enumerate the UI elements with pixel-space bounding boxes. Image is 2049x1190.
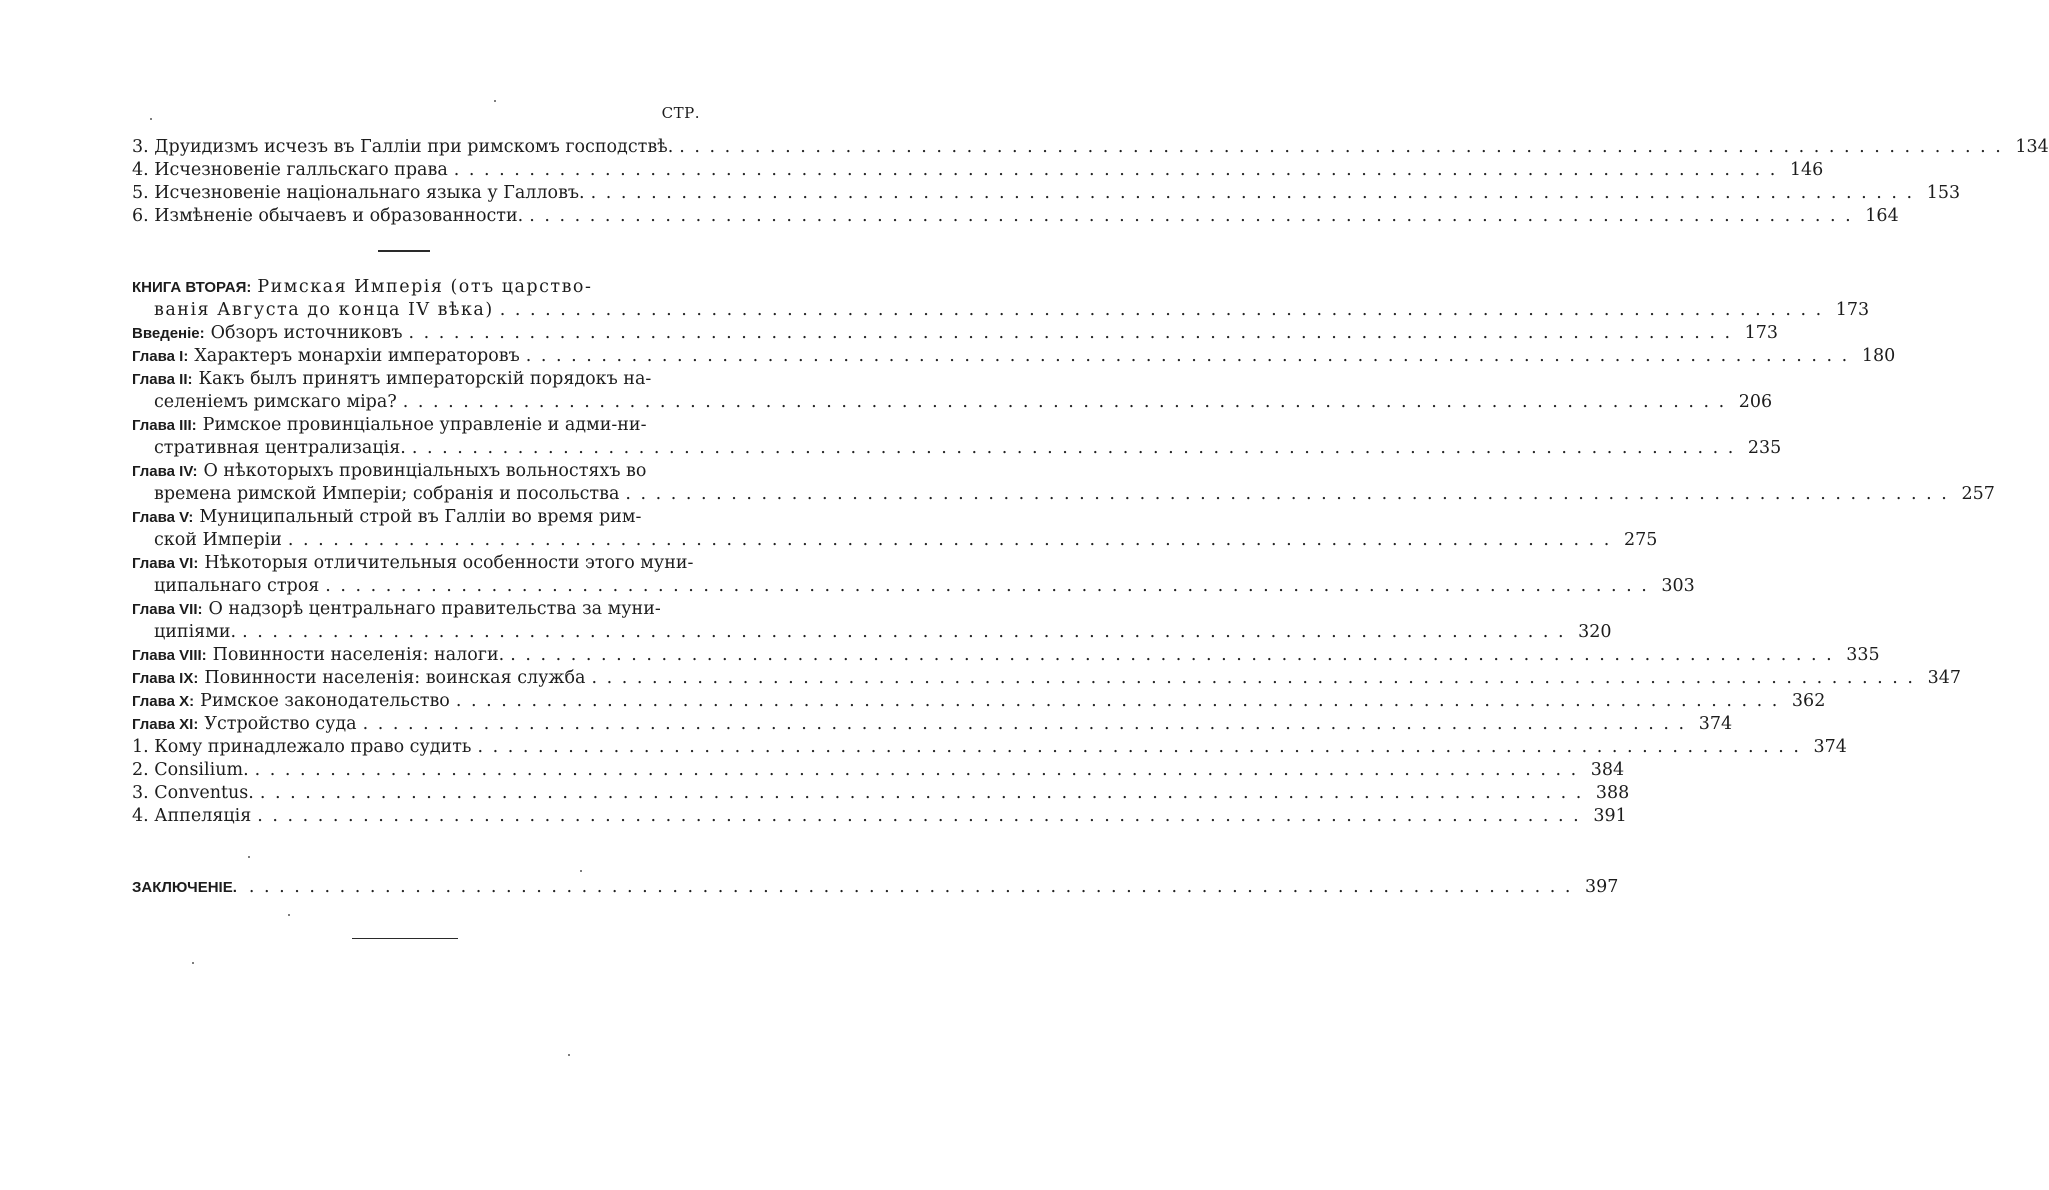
toc-page-number: 388 bbox=[1595, 783, 1630, 803]
chapter-label: Глава VIII: bbox=[132, 647, 207, 664]
toc-entry[interactable] bbox=[132, 182, 1961, 205]
leader-dots bbox=[403, 391, 1726, 414]
chapter-label: Глава IX: bbox=[132, 670, 199, 687]
chapter-title-line-1: Римское провинціальное управленіе и адми-ни- bbox=[202, 415, 647, 435]
toc-entry-chapter[interactable] bbox=[132, 644, 1880, 667]
scan-speck bbox=[192, 962, 194, 964]
toc-entry-chapter[interactable] bbox=[132, 322, 1779, 345]
leader-dots bbox=[325, 575, 1648, 598]
toc-page-number: 275 bbox=[1623, 530, 1658, 550]
chapter-title-line-2: ской Имперіи bbox=[154, 530, 282, 550]
leader-dots bbox=[477, 736, 1800, 759]
toc-page-number: 153 bbox=[1926, 183, 1961, 203]
toc-page-number: 134 bbox=[2015, 137, 2049, 157]
toc-entry-text: 5. Исчезновеніе національнаго языка у Галловъ. bbox=[132, 183, 585, 203]
chapter-label: Глава VII: bbox=[132, 601, 203, 618]
toc-page-number: 397 bbox=[1584, 877, 1619, 897]
leader-dots bbox=[526, 345, 1849, 368]
sub-entry-text: 1. Кому принадлежало право судить bbox=[132, 737, 472, 757]
chapter-title-line-1: Характеръ монархіи императоровъ bbox=[194, 346, 520, 366]
sub-entry-text: 2. Consilium. bbox=[132, 760, 249, 780]
toc-page-number: 374 bbox=[1813, 737, 1847, 757]
toc-book-two-section bbox=[132, 276, 1995, 828]
scan-speck bbox=[580, 870, 582, 872]
toc-page-number: 362 bbox=[1791, 691, 1826, 711]
chapter-title-line-2: селеніемъ римскаго міра? bbox=[154, 392, 397, 412]
scan-speck bbox=[150, 118, 152, 120]
book-title-line-1: Римская Имперія (отъ царство- bbox=[257, 277, 593, 297]
toc-entry[interactable] bbox=[132, 159, 1824, 182]
chapter-title-line-2: ципальнаго строя bbox=[154, 576, 320, 596]
toc-entry-text: 6. Измѣненіе обычаевъ и образованности. bbox=[132, 206, 524, 226]
toc-page-number: 235 bbox=[1747, 438, 1782, 458]
toc-entry-chapter[interactable] bbox=[132, 552, 1695, 598]
conclusion-label: ЗАКЛЮЧЕНІЕ. bbox=[132, 879, 237, 896]
leader-dots bbox=[242, 621, 1565, 644]
chapter-label: Глава II: bbox=[132, 371, 193, 388]
toc-sub-entry[interactable] bbox=[132, 759, 1625, 782]
toc-entry-chapter[interactable] bbox=[132, 690, 1826, 713]
chapter-label: Глава I: bbox=[132, 348, 189, 365]
chapter-title-line-1: О надзорѣ центральнаго правительства за муни- bbox=[208, 599, 661, 619]
toc-page-number: 257 bbox=[1961, 484, 1995, 504]
toc-entry-book-two[interactable] bbox=[132, 276, 1870, 322]
leader-dots bbox=[625, 483, 1948, 506]
chapter-label: Глава IV: bbox=[132, 463, 198, 480]
toc-entry[interactable] bbox=[132, 205, 1899, 228]
leader-dots bbox=[409, 322, 1732, 345]
sub-entry-list bbox=[132, 736, 1847, 828]
chapter-title-line-2: времена римской Имперіи; собранія и посольства bbox=[154, 484, 620, 504]
book-label: КНИГА ВТОРАЯ: bbox=[132, 279, 252, 296]
leader-dots bbox=[454, 159, 1777, 182]
scan-speck bbox=[568, 1054, 570, 1056]
toc-entry-text: 3. Друидизмъ исчезъ въ Галліи при римскомъ господствѣ. bbox=[132, 137, 674, 157]
toc-sub-entry[interactable] bbox=[132, 805, 1627, 828]
toc-page-number: 347 bbox=[1927, 668, 1961, 688]
toc-sub-entry[interactable] bbox=[132, 736, 1847, 759]
scan-speck bbox=[494, 100, 496, 102]
leader-dots bbox=[591, 667, 1914, 690]
toc-entry-chapter[interactable] bbox=[132, 713, 1733, 736]
scan-speck bbox=[288, 914, 290, 916]
toc-page-number: 391 bbox=[1593, 806, 1627, 826]
leader-dots bbox=[257, 805, 1580, 828]
toc-page-number: 164 bbox=[1865, 206, 1899, 226]
chapter-list bbox=[132, 322, 1995, 736]
leader-dots bbox=[288, 529, 1611, 552]
chapter-title-line-1: Повинности населенія: налоги. bbox=[212, 645, 505, 665]
leader-dots bbox=[260, 782, 1583, 805]
chapter-title-line-1: Муниципальный строй въ Галліи во время рим- bbox=[199, 507, 642, 527]
toc-page-number: 384 bbox=[1590, 760, 1625, 780]
toc-entry-chapter[interactable] bbox=[132, 345, 1896, 368]
chapter-label: Глава X: bbox=[132, 693, 195, 710]
toc-sub-entry[interactable] bbox=[132, 782, 1630, 805]
leader-dots bbox=[255, 759, 1578, 782]
leader-dots bbox=[500, 299, 1823, 322]
chapter-title-line-1: Какъ былъ принятъ императорскій порядокъ на- bbox=[198, 369, 652, 389]
sub-entry-text: 3. Conventus. bbox=[132, 783, 254, 803]
toc-page-number: 335 bbox=[1846, 645, 1880, 665]
toc-entry-chapter[interactable] bbox=[132, 506, 1658, 552]
chapter-title-line-1: Нѣкоторыя отличительныя особенности этого муни- bbox=[204, 553, 694, 573]
chapter-title-line-2: ципіями. bbox=[154, 622, 237, 642]
toc-entry-chapter[interactable] bbox=[132, 414, 1782, 460]
toc-entry-chapter[interactable] bbox=[132, 667, 1961, 690]
page-column-header: СТР. bbox=[661, 104, 700, 122]
chapter-label: Глава VI: bbox=[132, 555, 199, 572]
toc-entry-chapter[interactable] bbox=[132, 460, 1995, 506]
toc-page-number: 206 bbox=[1738, 392, 1773, 412]
chapter-title-line-1: Обзоръ источниковъ bbox=[210, 323, 403, 343]
toc-entry-chapter[interactable] bbox=[132, 368, 1773, 414]
toc-entry-text: 4. Исчезновеніе галльскаго права bbox=[132, 160, 448, 180]
chapter-title-line-1: Устройство суда bbox=[204, 714, 357, 734]
toc-page-number: 173 bbox=[1835, 300, 1870, 320]
toc-page-number: 374 bbox=[1698, 714, 1733, 734]
leader-dots bbox=[510, 644, 1833, 667]
chapter-label: Глава XI: bbox=[132, 716, 199, 733]
end-divider bbox=[352, 938, 458, 939]
toc-page-number: 320 bbox=[1578, 622, 1612, 642]
toc-page-number: 303 bbox=[1661, 576, 1695, 596]
leader-dots bbox=[591, 182, 1914, 205]
scan-speck bbox=[248, 856, 250, 858]
leader-dots bbox=[679, 136, 2002, 159]
toc-page-number: 173 bbox=[1744, 323, 1779, 343]
toc-page-number: 146 bbox=[1789, 160, 1824, 180]
chapter-title-line-1: Повинности населенія: воинская служба bbox=[204, 668, 586, 688]
leader-dots bbox=[529, 205, 1852, 228]
chapter-title-line-1: О нѣкоторыхъ провинціальныхъ вольностяхъ во bbox=[203, 461, 647, 481]
book-title-line-2: ванія Августа до конца IV вѣка) bbox=[154, 300, 494, 320]
chapter-label: Глава V: bbox=[132, 509, 194, 526]
toc-entry-chapter[interactable] bbox=[132, 598, 1612, 644]
leader-dots bbox=[456, 690, 1779, 713]
section-divider bbox=[378, 250, 430, 252]
leader-dots bbox=[412, 437, 1735, 460]
toc-page-number: 180 bbox=[1861, 346, 1896, 366]
chapter-title-line-2: стративная централизація. bbox=[154, 438, 406, 458]
chapter-label: Глава III: bbox=[132, 417, 197, 434]
sub-entry-text: 4. Аппеляція bbox=[132, 806, 252, 826]
chapter-title-line-1: Римское законодательство bbox=[200, 691, 450, 711]
toc-entry-conclusion[interactable] bbox=[132, 876, 1619, 899]
toc-upper-section bbox=[132, 136, 2049, 228]
toc-entry[interactable] bbox=[132, 136, 2049, 159]
chapter-label: Введеніе: bbox=[132, 325, 205, 342]
leader-dots bbox=[363, 713, 1686, 736]
leader-dots bbox=[249, 876, 1572, 899]
